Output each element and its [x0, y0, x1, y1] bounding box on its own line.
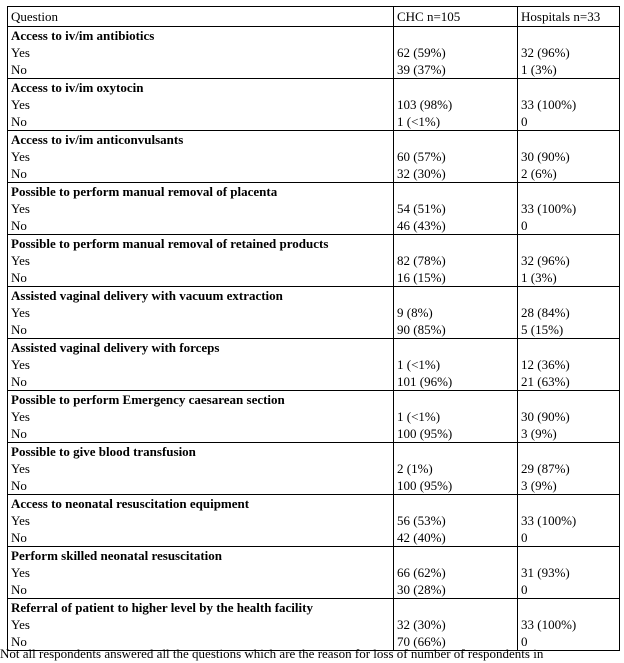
spacer	[397, 443, 514, 460]
chc-cell	[394, 443, 518, 495]
yes-label: Yes	[11, 253, 30, 268]
question-cell	[8, 235, 394, 287]
question-text: Possible to perform manual removal of placenta	[11, 184, 278, 199]
hospital-yes-value: 33 (100%)	[521, 97, 577, 112]
hospital-cell	[518, 287, 620, 339]
hospital-yes-value: 12 (36%)	[521, 357, 570, 372]
hospital-yes-value: 30 (90%)	[521, 409, 570, 424]
chc-no-value: 90 (85%)	[397, 322, 446, 337]
yes-label: Yes	[11, 201, 30, 216]
hospital-yes-value: 28 (84%)	[521, 305, 570, 320]
spacer	[397, 235, 514, 252]
chc-no-value: 30 (28%)	[397, 582, 446, 597]
hospital-cell	[518, 547, 620, 599]
table-row	[8, 183, 620, 235]
question-text: Assisted vaginal delivery with vacuum extraction	[11, 288, 283, 303]
yes-label: Yes	[11, 45, 30, 60]
yes-label: Yes	[11, 565, 30, 580]
hospital-cell	[518, 443, 620, 495]
spacer	[397, 599, 514, 616]
table-row	[8, 131, 620, 183]
table-row	[8, 391, 620, 443]
no-label: No	[11, 478, 27, 493]
chc-no-value: 1 (<1%)	[397, 114, 441, 129]
chc-no-value: 70 (66%)	[397, 634, 446, 649]
spacer	[397, 27, 514, 44]
chc-yes-value: 82 (78%)	[397, 253, 446, 268]
no-label: No	[11, 62, 27, 77]
question-cell	[8, 495, 394, 547]
hospital-cell	[518, 79, 620, 131]
chc-yes-value: 1 (<1%)	[397, 357, 441, 372]
spacer	[397, 79, 514, 96]
chc-cell	[394, 27, 518, 79]
question-cell	[8, 287, 394, 339]
question-cell	[8, 599, 394, 651]
table-row	[8, 79, 620, 131]
spacer	[521, 79, 616, 96]
no-label: No	[11, 634, 27, 649]
chc-cell	[394, 599, 518, 651]
question-text: Referral of patient to higher level by the health facility	[11, 600, 313, 615]
hospital-cell	[518, 495, 620, 547]
hospital-no-value: 1 (3%)	[521, 270, 557, 285]
yes-label: Yes	[11, 513, 30, 528]
chc-cell	[394, 287, 518, 339]
table-row	[8, 495, 620, 547]
spacer	[521, 547, 616, 564]
header-hospitals: Hospitals n=33	[518, 7, 620, 27]
no-label: No	[11, 114, 27, 129]
chc-cell	[394, 131, 518, 183]
hospital-no-value: 21 (63%)	[521, 374, 570, 389]
hospital-no-value: 0	[521, 582, 528, 597]
table-footnote: Not all respondents answered all the questions which are the reason for loss of number of respondents in	[0, 646, 544, 661]
question-text: Access to iv/im oxytocin	[11, 80, 144, 95]
table-row	[8, 27, 620, 79]
chc-yes-value: 56 (53%)	[397, 513, 446, 528]
spacer	[397, 547, 514, 564]
hospital-cell	[518, 391, 620, 443]
no-label: No	[11, 270, 27, 285]
hospital-no-value: 1 (3%)	[521, 62, 557, 77]
question-cell	[8, 27, 394, 79]
question-text: Possible to perform manual removal of retained products	[11, 236, 329, 251]
chc-yes-value: 32 (30%)	[397, 617, 446, 632]
hospital-no-value: 0	[521, 530, 528, 545]
no-label: No	[11, 582, 27, 597]
spacer	[521, 339, 616, 356]
hospital-yes-value: 31 (93%)	[521, 565, 570, 580]
no-label: No	[11, 530, 27, 545]
question-cell	[8, 547, 394, 599]
question-cell	[8, 79, 394, 131]
chc-yes-value: 62 (59%)	[397, 45, 446, 60]
no-label: No	[11, 322, 27, 337]
question-cell	[8, 391, 394, 443]
spacer	[397, 339, 514, 356]
chc-no-value: 32 (30%)	[397, 166, 446, 181]
table-header-row	[8, 7, 620, 27]
question-cell	[8, 131, 394, 183]
chc-no-value: 101 (96%)	[397, 374, 453, 389]
no-label: No	[11, 218, 27, 233]
question-text: Possible to perform Emergency caesarean section	[11, 392, 285, 407]
yes-label: Yes	[11, 305, 30, 320]
chc-no-value: 42 (40%)	[397, 530, 446, 545]
header-question: Question	[8, 7, 394, 27]
yes-label: Yes	[11, 149, 30, 164]
hospital-no-value: 0	[521, 114, 528, 129]
table-row	[8, 599, 620, 651]
hospital-cell	[518, 599, 620, 651]
table-row	[8, 339, 620, 391]
hospital-cell	[518, 131, 620, 183]
hospital-no-value: 0	[521, 218, 528, 233]
table-row	[8, 547, 620, 599]
chc-cell	[394, 79, 518, 131]
spacer	[521, 287, 616, 304]
hospital-no-value: 2 (6%)	[521, 166, 557, 181]
no-label: No	[11, 374, 27, 389]
spacer	[397, 183, 514, 200]
yes-label: Yes	[11, 409, 30, 424]
chc-cell	[394, 547, 518, 599]
chc-yes-value: 9 (8%)	[397, 305, 433, 320]
spacer	[521, 27, 616, 44]
spacer	[521, 443, 616, 460]
hospital-yes-value: 30 (90%)	[521, 149, 570, 164]
chc-no-value: 46 (43%)	[397, 218, 446, 233]
spacer	[521, 495, 616, 512]
chc-yes-value: 66 (62%)	[397, 565, 446, 580]
yes-label: Yes	[11, 97, 30, 112]
spacer	[397, 391, 514, 408]
chc-cell	[394, 391, 518, 443]
facility-services-table	[7, 6, 620, 651]
chc-cell	[394, 235, 518, 287]
hospital-no-value: 0	[521, 634, 528, 649]
hospital-no-value: 3 (9%)	[521, 478, 557, 493]
yes-label: Yes	[11, 461, 30, 476]
hospital-cell	[518, 183, 620, 235]
yes-label: Yes	[11, 357, 30, 372]
spacer	[521, 183, 616, 200]
hospital-yes-value: 33 (100%)	[521, 617, 577, 632]
chc-yes-value: 103 (98%)	[397, 97, 453, 112]
hospital-cell	[518, 27, 620, 79]
hospital-cell	[518, 339, 620, 391]
table-row	[8, 235, 620, 287]
chc-cell	[394, 339, 518, 391]
chc-no-value: 100 (95%)	[397, 478, 453, 493]
chc-no-value: 39 (37%)	[397, 62, 446, 77]
question-text: Assisted vaginal delivery with forceps	[11, 340, 220, 355]
hospital-no-value: 3 (9%)	[521, 426, 557, 441]
spacer	[521, 391, 616, 408]
question-text: Access to neonatal resuscitation equipment	[11, 496, 250, 511]
spacer	[397, 495, 514, 512]
chc-cell	[394, 495, 518, 547]
hospital-cell	[518, 235, 620, 287]
question-cell	[8, 183, 394, 235]
question-text: Access to iv/im antibiotics	[11, 28, 155, 43]
table-row	[8, 287, 620, 339]
spacer	[397, 287, 514, 304]
question-cell	[8, 443, 394, 495]
question-text: Access to iv/im anticonvulsants	[11, 132, 184, 147]
question-text: Perform skilled neonatal resuscitation	[11, 548, 222, 563]
spacer	[521, 131, 616, 148]
table-row	[8, 443, 620, 495]
chc-cell	[394, 183, 518, 235]
spacer	[521, 599, 616, 616]
chc-yes-value: 2 (1%)	[397, 461, 433, 476]
hospital-yes-value: 29 (87%)	[521, 461, 570, 476]
hospital-yes-value: 33 (100%)	[521, 513, 577, 528]
chc-no-value: 16 (15%)	[397, 270, 446, 285]
hospital-no-value: 5 (15%)	[521, 322, 564, 337]
question-text: Possible to give blood transfusion	[11, 444, 196, 459]
yes-label: Yes	[11, 617, 30, 632]
chc-no-value: 100 (95%)	[397, 426, 453, 441]
spacer	[521, 235, 616, 252]
hospital-yes-value: 32 (96%)	[521, 253, 570, 268]
spacer	[397, 131, 514, 148]
hospital-yes-value: 33 (100%)	[521, 201, 577, 216]
question-cell	[8, 339, 394, 391]
chc-yes-value: 54 (51%)	[397, 201, 446, 216]
chc-yes-value: 60 (57%)	[397, 149, 446, 164]
chc-yes-value: 1 (<1%)	[397, 409, 441, 424]
header-chc: CHC n=105	[394, 7, 518, 27]
no-label: No	[11, 166, 27, 181]
hospital-yes-value: 32 (96%)	[521, 45, 570, 60]
no-label: No	[11, 426, 27, 441]
